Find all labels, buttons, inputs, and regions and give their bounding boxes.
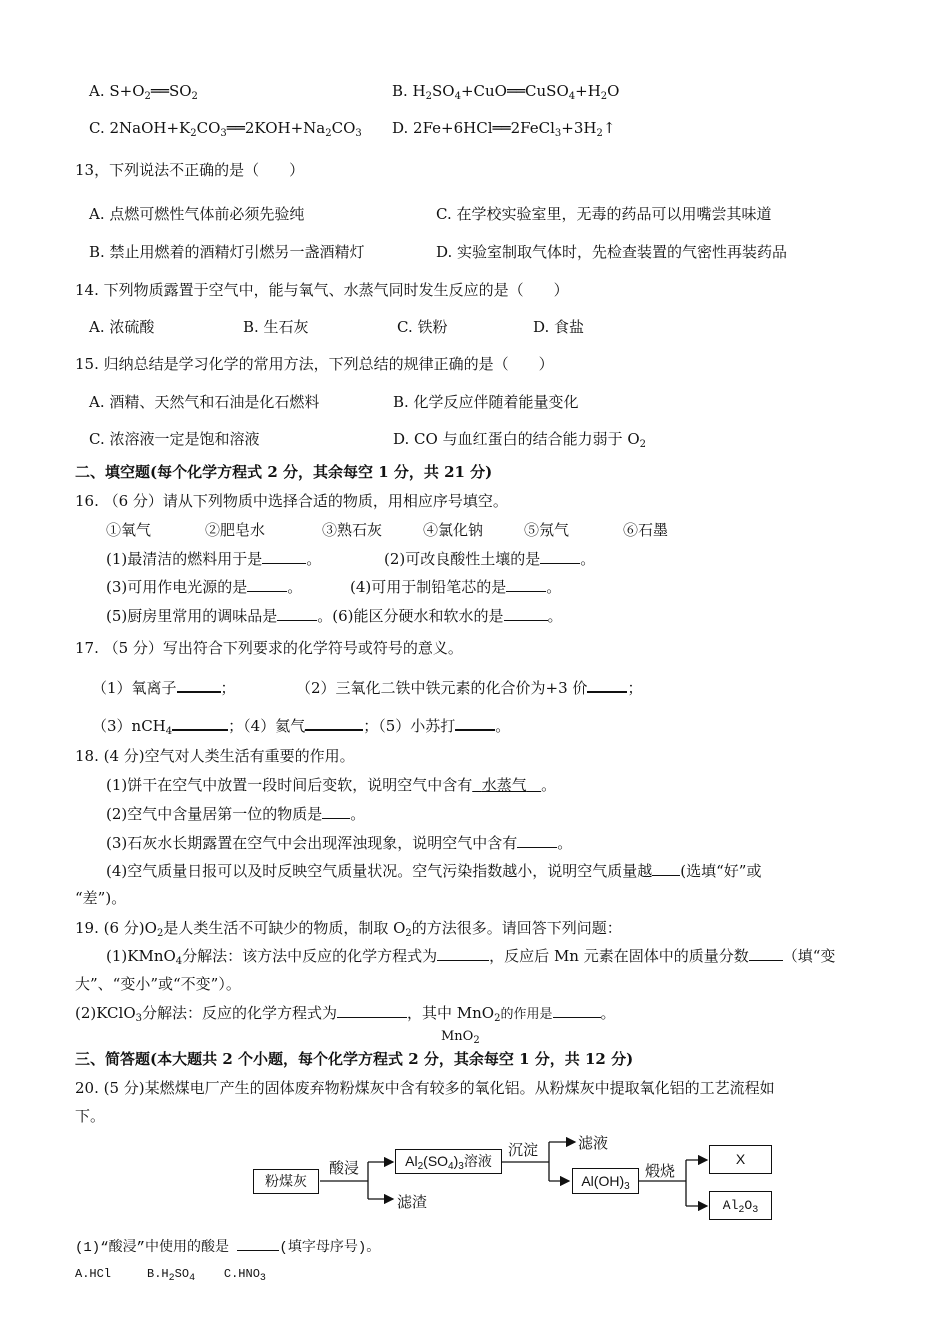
section-2-heading: 二、填空题(每个化学方程式 2 分，其余每空 1 分，共 21 分) — [75, 463, 493, 481]
answer-text: 水蒸气 — [481, 776, 527, 794]
q16-part-1: (1)最清洁的燃料用于是 。 — [106, 550, 322, 568]
flow-label-calcine: 煅烧 — [645, 1163, 676, 1180]
section-3-heading: 三、简答题(本大题共 2 个小题，每个化学方程式 2 分，其余每空 1 分，共 12 分) — [75, 1050, 634, 1068]
q16-item: ②肥皂水 — [205, 521, 266, 539]
q15-option-b: B. 化学反应伴随着能量变化 — [393, 393, 579, 411]
flow-label-precipitate: 沉淀 — [508, 1142, 539, 1159]
answer-blank[interactable] — [553, 1002, 601, 1018]
q16-item: ④氯化钠 — [423, 521, 484, 539]
q16-part-4: (4)可用于制铅笔芯的是 。 — [350, 578, 562, 596]
mno2-label: MnO$_2$ — [441, 1029, 480, 1046]
flow-box-fly-ash: 粉煤灰 — [253, 1169, 319, 1194]
q16-part-5: (5)厨房里常用的调味品是 。(6)能区分硬水和软水的是 。 — [106, 607, 563, 625]
q12-option-a: A. $S+O_2══SO_2$ — [89, 82, 198, 102]
q18-part-4-cont: “差”)。 — [75, 889, 127, 907]
q13-option-d: D. 实验室制取气体时，先检查装置的气密性再装药品 — [436, 243, 788, 261]
answer-blank[interactable] — [517, 832, 557, 848]
answer-blank[interactable] — [540, 548, 580, 564]
flow-label-acid-leach: 酸浸 — [329, 1160, 360, 1177]
q14-option-b: B. 生石灰 — [243, 318, 309, 336]
q14-option-c: C. 铁粉 — [397, 318, 448, 336]
q12-option-c: C. $2NaOH+K_2CO_3══2KOH+Na_2CO_3$ — [89, 119, 362, 139]
q20-option-c: $C.HNO_3$ — [223, 1267, 266, 1284]
flow-label-filtrate: 滤液 — [578, 1135, 609, 1152]
q16-stem: 16. （6 分）请从下列物质中选择合适的物质，用相应序号填空。 — [75, 492, 508, 510]
q17-part-1: （1）氧离子 ； — [92, 676, 236, 698]
flow-box-sulfate-solution: $Al_2(SO_4)_3$溶液 — [395, 1149, 502, 1174]
q18-stem: 18. (4 分)空气对人类生活有重要的作用。 — [75, 747, 355, 765]
q20-option-b: $B.H_2SO_4$ — [147, 1267, 196, 1284]
q19-part-1: (1)KMnO$_4$分解法：该方法中反应的化学方程式为 ，反应后 Mn 元素在固体中的质量分数 （填“变 — [106, 947, 836, 967]
q20-stem-cont: 下。 — [75, 1107, 106, 1125]
q17-stem: 17. （5 分）写出符合下列要求的化学符号或符号的意义。 — [75, 639, 463, 657]
q13-option-c: C. 在学校实验室里，无毒的药品可以用嘴尝其味道 — [436, 205, 772, 223]
q18-part-1: (1)饼干在空气中放置一段时间后变软，说明空气中含有 水蒸气 。 — [106, 776, 557, 794]
answer-blank[interactable] — [277, 605, 317, 621]
q20-options — [75, 1264, 266, 1289]
q20-part-1: (1)“酸浸”中使用的酸是 (填字母序号)。 — [75, 1235, 380, 1258]
answer-blank[interactable] — [237, 1235, 279, 1251]
q19-part-2: (2)KClO$_3$分解法：反应的化学方程式为 ，其中 MnO$_2$的作用是 。 — [75, 1004, 616, 1024]
q19-stem: 19. (6 分)$O_2$是人类生活不可缺少的物质，制取 $O_2$的方法很多。请回答下列问题： — [75, 919, 622, 939]
answer-blank[interactable] — [305, 714, 363, 731]
q16-item: ③熟石灰 — [322, 521, 383, 539]
q14-stem: 14. 下列物质露置于空气中，能与氧气、水蒸气同时发生反应的是（ ） — [75, 281, 569, 299]
flow-label-residue: 滤渣 — [397, 1194, 428, 1211]
q13-option-a: A. 点燃可燃性气体前必须先验纯 — [89, 205, 305, 223]
q16-part-2: (2)可改良酸性土壤的是 。 — [384, 550, 596, 568]
answer-blank[interactable] — [322, 803, 350, 819]
answer-blank[interactable] — [262, 548, 306, 564]
q15-stem: 15. 归纳总结是学习化学的常用方法，下列总结的规律正确的是（ ） — [75, 355, 554, 373]
q15-option-c: C. 浓溶液一定是饱和溶液 — [89, 430, 260, 448]
answer-blank[interactable] — [652, 860, 680, 876]
answer-blank[interactable] — [749, 945, 783, 961]
answer-blank[interactable] — [455, 714, 495, 731]
q15-option-a: A. 酒精、天然气和石油是化石燃料 — [89, 393, 320, 411]
answer-blank[interactable] — [172, 714, 228, 731]
answer-blank[interactable] — [247, 576, 287, 592]
q18-part-2: (2)空气中含量居第一位的物质是 。 — [106, 805, 366, 823]
answer-blank[interactable] — [504, 605, 548, 621]
q16-item: ⑥石墨 — [623, 521, 669, 539]
flow-box-x: X — [709, 1145, 772, 1174]
answer-blank[interactable] — [177, 676, 221, 693]
q17-part-3-5: （3）nCH$_4$ ；（4）氦气 ；（5）小苏打 。 — [92, 714, 510, 742]
flow-box-alumina: $Al_2O_3$ — [709, 1191, 772, 1220]
q18-part-4: (4)空气质量日报可以及时反映空气质量状况。空气污染指数越小，说明空气质量越 (选填“好”或 — [106, 862, 762, 880]
q18-part-3: (3)石灰水长期露置在空气中会出现浑浊现象，说明空气中含有 。 — [106, 834, 573, 852]
q12-option-b: B. $H_2SO_4+CuO══CuSO_4+H_2O$ — [392, 82, 620, 102]
q13-stem: 13，下列说法不正确的是（ ） — [75, 161, 305, 179]
q14-option-a: A. 浓硫酸 — [89, 318, 155, 336]
q15-option-d: D. CO 与血红蛋白的结合能力弱于 $O_2$ — [393, 430, 647, 450]
flow-box-aluminum-hydroxide: $Al(OH)_3$ — [572, 1168, 639, 1194]
answer-blank[interactable] — [506, 576, 546, 592]
answer-blank[interactable] — [437, 945, 489, 961]
q12-option-d: D. $2Fe+6HCl══2FeCl_3+3H_2↑$ — [392, 119, 616, 139]
q16-part-3: (3)可用作电光源的是 。 — [106, 578, 303, 596]
q13-option-b: B. 禁止用燃着的酒精灯引燃另一盏酒精灯 — [89, 243, 365, 261]
q19-part-1-cont: 大”、“变小”或“不变”）。 — [75, 975, 241, 993]
q16-item: ①氧气 — [106, 521, 152, 539]
answer-blank[interactable] — [337, 1002, 407, 1018]
q20-option-a: A.HCl — [75, 1267, 112, 1281]
q14-option-d: D. 食盐 — [533, 318, 585, 336]
q17-part-2: （2）三氧化二铁中铁元素的化合价为+3 价 ； — [296, 676, 642, 698]
answer-blank[interactable] — [587, 676, 627, 693]
q20-stem: 20. (5 分)某燃煤电厂产生的固体废弃物粉煤灰中含有较多的氧化铝。从粉煤灰中提取氧化铝的工艺流程如 — [75, 1079, 775, 1097]
q16-item: ⑤氖气 — [524, 521, 570, 539]
